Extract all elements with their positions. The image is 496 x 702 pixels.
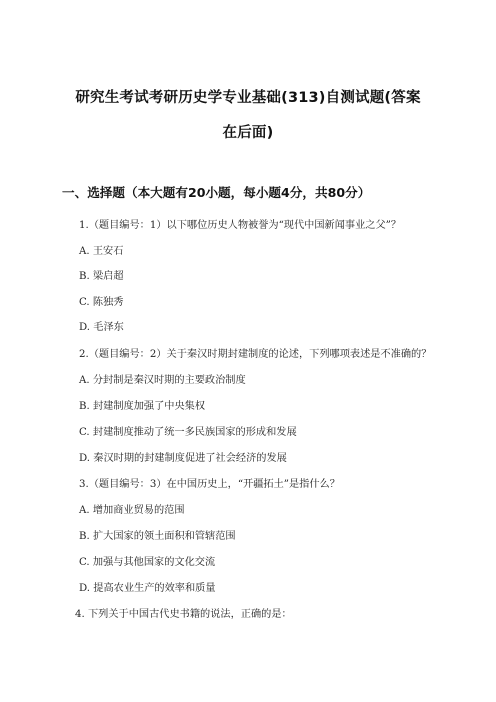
question-3-option-a: A. 增加商业贸易的范围 xyxy=(79,505,185,516)
question-3-option-d: D. 提高农业生产的效率和质量 xyxy=(79,583,216,594)
question-3-option-b: B. 扩大国家的领土面积和管辖范围 xyxy=(79,531,236,542)
question-1-option-b: B. 梁启超 xyxy=(79,271,124,282)
question-1-stem: 1.（题目编号：1）以下哪位历史人物被誉为“现代中国新闻事业之父”？ xyxy=(79,220,402,231)
question-1-option-a: A. 王安石 xyxy=(79,246,124,257)
question-2-option-d: D. 秦汉时期的封建制度促进了社会经济的发展 xyxy=(79,453,287,464)
question-1-option-c: C. 陈独秀 xyxy=(79,297,124,308)
question-3-stem: 3.（题目编号：3）在中国历史上，“开疆拓土”是指什么？ xyxy=(79,479,340,490)
question-2-option-c: C. 封建制度推动了统一多民族国家的形成和发展 xyxy=(79,427,297,438)
question-1-option-d: D. 毛泽东 xyxy=(79,322,124,333)
question-4-stem: 4. 下列关于中国古代史书籍的说法，正确的是： xyxy=(75,609,292,620)
question-3-option-c: C. 加强与其他国家的文化交流 xyxy=(79,557,216,568)
question-2-option-b: B. 封建制度加强了中央集权 xyxy=(79,401,206,412)
question-2-option-a: A. 分封制是秦汉时期的主要政治制度 xyxy=(79,375,246,386)
document-title-line-1: 研究生考试考研历史学专业基础(313)自测试题(答案 xyxy=(75,90,421,106)
question-2-stem: 2.（题目编号：2）关于秦汉时期封建制度的论述，下列哪项表述是不准确的？ xyxy=(79,349,432,360)
section-heading: 一、选择题（本大题有20小题，每小题4分，共80分） xyxy=(62,185,371,200)
document-title-line-2: 在后面) xyxy=(222,125,274,141)
